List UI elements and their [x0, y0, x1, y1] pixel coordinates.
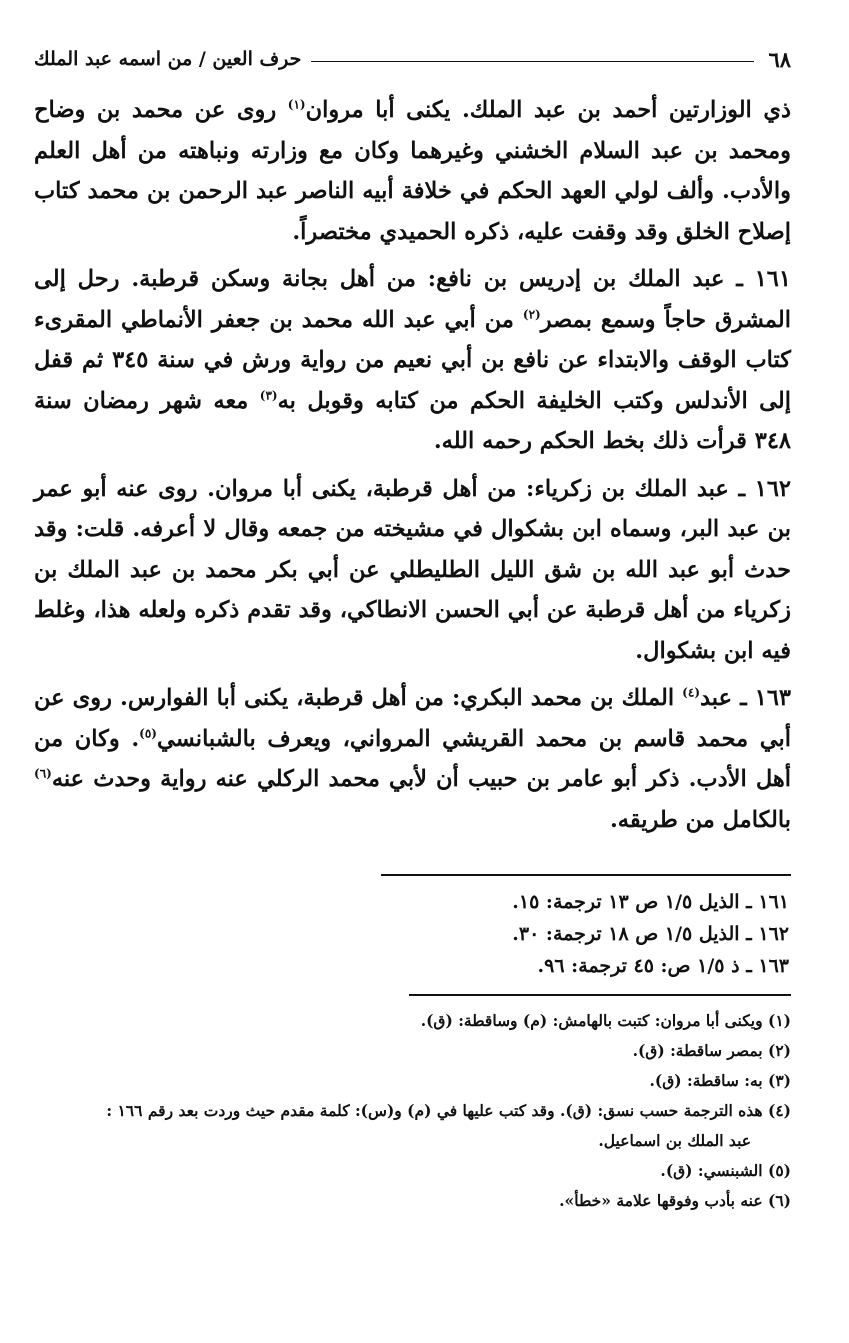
chapter-title: حرف العين / من اسمه عبد الملك [34, 48, 302, 70]
footnote-ref: (١) [287, 97, 306, 112]
footnote-ref: (٦) [34, 766, 52, 781]
page-number: ٦٨ [768, 46, 791, 72]
running-header [34, 42, 791, 76]
footnote: (٥) الشبنسي: (ق). [660, 1161, 791, 1180]
entry-number: ١٦١ ـ [736, 266, 791, 292]
header-rule [311, 61, 754, 62]
footnotes-list [34, 1006, 791, 1216]
text-run: بالكامل من طريقه. [609, 806, 791, 833]
text-run: عبد الملك بن إدريس بن نافع: من أهل بجانة وسكن قرطبة. رحل إلى المشرق حاجاً وسمع بمصر [34, 266, 792, 333]
text-run: ذي الوزارتين أحمد بن عبد الملك. يكنى أبا مروان [305, 97, 791, 123]
footnote-ref: (٥) [139, 726, 157, 740]
source-line: ١٦٣ ـ ذ ١/٥ ص: ٤٥ ترجمة: ٩٦. [537, 955, 789, 977]
sources-list [34, 886, 791, 982]
footnote: (٦) عنه بأدب وفوقها علامة «خطأ». [559, 1191, 791, 1210]
footnote-ref: (٢) [522, 307, 541, 321]
text-run: الملك بن محمد البكري: من أهل قرطبة، يكنى أبا الفوارس. روى عن أبي محمد قاسم بن محمد القريشي المرواني، ويعرف بالشبانسي [34, 685, 791, 752]
text-run: روى عن محمد بن وضاح ومحمد بن عبد السلام الخشني وغيرهما وكان مع وزارته ونباهته من أهل العلم والأدب. وألف لولي العهد الحكم في خلافة أبيه الناصر عبد الرحمن بن محمد كتاب إصلاح الخلق وقد وقفت عليه، ذكره الحميدي مختصراً. [34, 97, 791, 245]
text-run: من أبي عبد الله محمد بن جعفر الأنماطي المقرىء كتاب الوقف والابتداء عن نافع بن أبي نعيم من رواية ورش في سنة ٣٤٥ ثم قفل إلى الأندلس وكتب الخليفة الحكم من كتابه وقوبل به [34, 306, 791, 414]
source-line: ١٦١ ـ الذيل ١/٥ ص ١٣ ترجمة: ١٥. [512, 891, 789, 913]
main-text [34, 90, 791, 840]
entry-number: ١٦٣ ـ [740, 685, 792, 711]
footnote: (٤) هذه الترجمة حسب نسق: (ق). وقد كتب عليها في (م) و(س): كلمة مقدم حيث وردت بعد رقم ١٦٦ : [106, 1101, 791, 1120]
footnote-continuation: عبد الملك بن اسماعيل. [598, 1131, 751, 1150]
entry-number: ١٦٢ ـ [738, 475, 791, 502]
entry-161 [34, 259, 791, 462]
paragraph [34, 90, 791, 252]
footnotes-separator [409, 994, 791, 996]
entry-162 [34, 469, 791, 672]
footnote-ref: (٣) [259, 388, 278, 402]
text-run: معه شهر رمضان سنة ٣٤٨ قرأت ذلك بخط الحكم رحمه الله. [34, 387, 791, 454]
entry-163 [34, 678, 791, 840]
footnote-ref: (٤) [682, 685, 700, 700]
text-run: عبد [700, 685, 741, 711]
text-run: . وكان من أهل الأدب. ذكر أبو عامر بن حبيب أن لأبي محمد الركلي عنه رواية وحدث عنه [34, 725, 791, 792]
source-line: ١٦٢ ـ الذيل ١/٥ ص ١٨ ترجمة: ٣٠. [512, 923, 789, 945]
footnote: (٣) به: ساقطة: (ق). [649, 1071, 791, 1090]
text-run: عبد الملك بن زكرياء: من أهل قرطبة، يكنى أبا مروان. روى عنه أبو عمر بن عبد البر، وسماه ابن بشكوال في مشيخته من جمعه وقال لا أعرفه. قلت: وقد حدث أبو عبد الله بن شق الليل الطليطلي عن أبي بكر محمد بن عبد الملك بن زكرياء من أهل قرطبة عن أبي الحسن الانطاكي، وقد تقدم ذكره ولعله هذا، وغلط فيه ابن بشكوال. [34, 475, 791, 664]
footnote: (١) ويكنى أبا مروان: كتبت بالهامش: (م) وساقطة: (ق). [420, 1011, 791, 1030]
sources-separator [381, 874, 791, 876]
footnote: (٢) بمصر ساقطة: (ق). [632, 1041, 791, 1060]
